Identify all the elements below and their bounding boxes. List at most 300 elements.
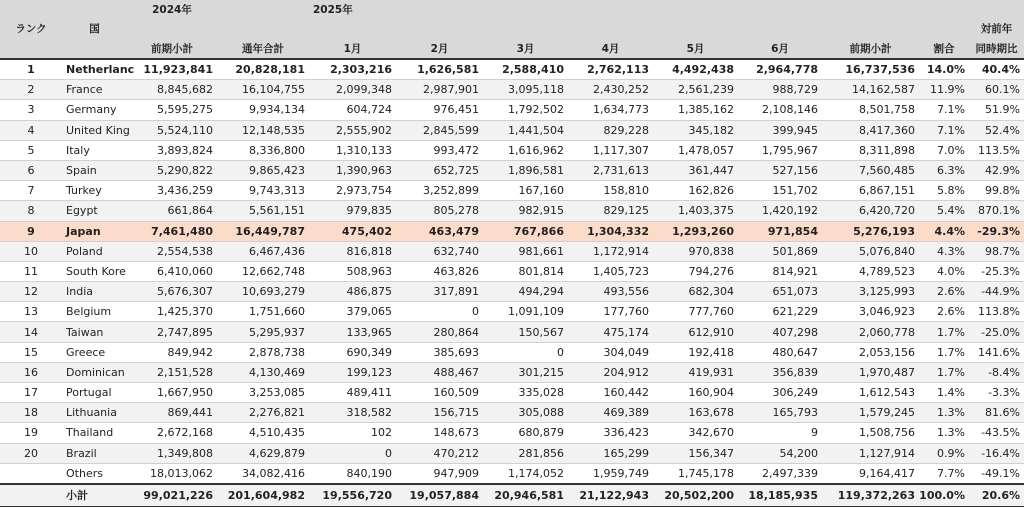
cell: 1,441,504 (483, 120, 568, 140)
cell: 10,693,279 (217, 282, 309, 302)
cell: 133,965 (309, 322, 396, 342)
country-cell: Turkey (62, 181, 127, 201)
table-row (0, 201, 1024, 221)
cell: 463,826 (396, 261, 483, 281)
rank-cell: 20 (0, 443, 62, 463)
country-cell: Egypt (62, 201, 127, 221)
cell: 16,104,755 (217, 80, 309, 100)
table-header (0, 0, 1024, 59)
year-2025-label: 2025年 (309, 0, 396, 18)
yoy-header-line2: 同時期比 (969, 38, 1024, 59)
cell: 3,893,824 (127, 140, 217, 160)
cell: 280,864 (396, 322, 483, 342)
cell: 6,467,436 (217, 241, 309, 261)
cell: 979,835 (309, 201, 396, 221)
cell: -8.4% (969, 362, 1024, 382)
cell: 151,702 (738, 181, 822, 201)
cell: 870.1% (969, 201, 1024, 221)
cell: 9,164,417 (822, 463, 919, 484)
cell: 1,745,178 (653, 463, 738, 484)
table-row (0, 221, 1024, 241)
cell: 2,672,168 (127, 423, 217, 443)
cell: 2,731,613 (568, 160, 653, 180)
col-header-2024-subtotal: 前期小計 (127, 38, 217, 59)
cell: 4,789,523 (822, 261, 919, 281)
cell: 1,792,502 (483, 100, 568, 120)
cell: 113.8% (969, 302, 1024, 322)
cell: 1,634,773 (568, 100, 653, 120)
yoy-header-line1: 対前年 (969, 18, 1024, 38)
cell: 1.7% (919, 342, 969, 362)
cell: 1,127,914 (822, 443, 919, 463)
table-row (0, 140, 1024, 160)
cell: 2,276,821 (217, 403, 309, 423)
table-row (0, 282, 1024, 302)
cell: 2,747,895 (127, 322, 217, 342)
cell: 113.5% (969, 140, 1024, 160)
cell: 1,310,133 (309, 140, 396, 160)
cell: 2,099,348 (309, 80, 396, 100)
cell: 141.6% (969, 342, 1024, 362)
cell: 971,854 (738, 221, 822, 241)
cell: 3,095,118 (483, 80, 568, 100)
rank-cell: 1 (0, 59, 62, 80)
cell: 849,942 (127, 342, 217, 362)
cell: 336,423 (568, 423, 653, 443)
year-2024-label: 2024年 (127, 0, 217, 18)
cell: 52.4% (969, 120, 1024, 140)
cell: 7.1% (919, 120, 969, 140)
cell: -25.0% (969, 322, 1024, 342)
cell: 2,053,156 (822, 342, 919, 362)
cell: 463,479 (396, 221, 483, 241)
country-cell: Portugal (62, 383, 127, 403)
cell: 777,760 (653, 302, 738, 322)
cell: 8,311,898 (822, 140, 919, 160)
cell: 7.1% (919, 100, 969, 120)
cell: 2,151,528 (127, 362, 217, 382)
cell: 869,441 (127, 403, 217, 423)
cell: 4.0% (919, 261, 969, 281)
cell: 2,973,754 (309, 181, 396, 201)
col-header-2025-subtotal: 前期小計 (822, 38, 919, 59)
cell: 652,725 (396, 160, 483, 180)
cell: 612,910 (653, 322, 738, 342)
table-row (0, 302, 1024, 322)
cell: 51.9% (969, 100, 1024, 120)
cell: 480,647 (738, 342, 822, 362)
cell: 1,896,581 (483, 160, 568, 180)
cell: 19,057,884 (396, 484, 483, 507)
cell: 2,987,901 (396, 80, 483, 100)
rank-cell: 19 (0, 423, 62, 443)
cell: 14.0% (919, 59, 969, 80)
cell: 201,604,982 (217, 484, 309, 507)
table-row (0, 362, 1024, 382)
cell: 840,190 (309, 463, 396, 484)
cell: 2,762,113 (568, 59, 653, 80)
rank-cell: 6 (0, 160, 62, 180)
cell: 3,125,993 (822, 282, 919, 302)
cell: 40.4% (969, 59, 1024, 80)
cell: 167,160 (483, 181, 568, 201)
country-cell: South Kore (62, 261, 127, 281)
cell: 335,028 (483, 383, 568, 403)
cell: 5,276,193 (822, 221, 919, 241)
rank-cell: 10 (0, 241, 62, 261)
cell: 6,867,151 (822, 181, 919, 201)
cell: 19,556,720 (309, 484, 396, 507)
country-cell: United King (62, 120, 127, 140)
cell: 1,390,963 (309, 160, 396, 180)
cell: 604,724 (309, 100, 396, 120)
table-row (0, 120, 1024, 140)
cell: 7.0% (919, 140, 969, 160)
cell: 1,579,245 (822, 403, 919, 423)
country-cell: Spain (62, 160, 127, 180)
cell: 2,588,410 (483, 59, 568, 80)
country-cell: Germany (62, 100, 127, 120)
cell: 8,417,360 (822, 120, 919, 140)
cell: 508,963 (309, 261, 396, 281)
cell: 2,060,778 (822, 322, 919, 342)
rank-header: ランク (0, 18, 62, 38)
cell: 794,276 (653, 261, 738, 281)
cell: 150,567 (483, 322, 568, 342)
cell: 160,904 (653, 383, 738, 403)
cell: 1,405,723 (568, 261, 653, 281)
cell: 6,410,060 (127, 261, 217, 281)
cell: 156,347 (653, 443, 738, 463)
cell: 814,921 (738, 261, 822, 281)
country-cell: Italy (62, 140, 127, 160)
cell: 6,420,720 (822, 201, 919, 221)
cell: -43.5% (969, 423, 1024, 443)
cell: 162,826 (653, 181, 738, 201)
cell: 407,298 (738, 322, 822, 342)
cell: 361,447 (653, 160, 738, 180)
cell: 1,959,749 (568, 463, 653, 484)
cell: 8,501,758 (822, 100, 919, 120)
cell: 99,021,226 (127, 484, 217, 507)
rank-cell: 11 (0, 261, 62, 281)
table-row (0, 100, 1024, 120)
cell: 318,582 (309, 403, 396, 423)
cell: 163,678 (653, 403, 738, 423)
cell: 1,349,808 (127, 443, 217, 463)
cell: 100.0% (919, 484, 969, 507)
cell: 651,073 (738, 282, 822, 302)
cell: -49.1% (969, 463, 1024, 484)
rank-cell: 17 (0, 383, 62, 403)
country-cell: Dominican (62, 362, 127, 382)
country-cell: Brazil (62, 443, 127, 463)
cell: 5.4% (919, 201, 969, 221)
cell: 993,472 (396, 140, 483, 160)
rank-cell: 18 (0, 403, 62, 423)
rank-cell: 9 (0, 221, 62, 241)
cell: 165,793 (738, 403, 822, 423)
cell: 399,945 (738, 120, 822, 140)
cell: 177,760 (568, 302, 653, 322)
table-row (0, 160, 1024, 180)
cell: 527,156 (738, 160, 822, 180)
cell: 3,253,085 (217, 383, 309, 403)
cell: 12,662,748 (217, 261, 309, 281)
cell: 682,304 (653, 282, 738, 302)
rank-cell (0, 463, 62, 484)
cell: 805,278 (396, 201, 483, 221)
cell: 98.7% (969, 241, 1024, 261)
cell: 0 (309, 443, 396, 463)
cell: 8,336,800 (217, 140, 309, 160)
cell: 947,909 (396, 463, 483, 484)
cell: 156,715 (396, 403, 483, 423)
rank-cell: 12 (0, 282, 62, 302)
cell: -44.9% (969, 282, 1024, 302)
rank-cell: 14 (0, 322, 62, 342)
country-header: 国 (62, 18, 127, 38)
cell: 160,509 (396, 383, 483, 403)
cell: 8,845,682 (127, 80, 217, 100)
country-cell: Thailand (62, 423, 127, 443)
cell: 621,229 (738, 302, 822, 322)
cell: 379,065 (309, 302, 396, 322)
table-row (0, 181, 1024, 201)
country-cell: Others (62, 463, 127, 484)
cell: 1,293,260 (653, 221, 738, 241)
cell: 1,970,487 (822, 362, 919, 382)
rank-cell: 7 (0, 181, 62, 201)
cell: 5.8% (919, 181, 969, 201)
cell: 2.6% (919, 302, 969, 322)
cell: 9 (738, 423, 822, 443)
cell: 160,442 (568, 383, 653, 403)
cell: 1,117,307 (568, 140, 653, 160)
cell: 1,508,756 (822, 423, 919, 443)
cell: 767,866 (483, 221, 568, 241)
cell: 1.4% (919, 383, 969, 403)
cell: 12,148,535 (217, 120, 309, 140)
cell: 3,252,899 (396, 181, 483, 201)
cell: 988,729 (738, 80, 822, 100)
country-cell: France (62, 80, 127, 100)
cell: 18,013,062 (127, 463, 217, 484)
cell: 2,561,239 (653, 80, 738, 100)
cell: -3.3% (969, 383, 1024, 403)
table-row (0, 463, 1024, 484)
rank-cell: 8 (0, 201, 62, 221)
cell: 4,492,438 (653, 59, 738, 80)
cell: 5,076,840 (822, 241, 919, 261)
rank-cell: 3 (0, 100, 62, 120)
country-cell: Japan (62, 221, 127, 241)
rank-cell: 13 (0, 302, 62, 322)
cell: 54,200 (738, 443, 822, 463)
cell: 317,891 (396, 282, 483, 302)
cell: 34,082,416 (217, 463, 309, 484)
cell: 1.3% (919, 423, 969, 443)
cell: 829,228 (568, 120, 653, 140)
cell: 204,912 (568, 362, 653, 382)
cell: 1,172,914 (568, 241, 653, 261)
cell: 42.9% (969, 160, 1024, 180)
cell: 16,449,787 (217, 221, 309, 241)
table-row (0, 342, 1024, 362)
cell: 305,088 (483, 403, 568, 423)
cell: 5,676,307 (127, 282, 217, 302)
table-row (0, 241, 1024, 261)
cell: 20,946,581 (483, 484, 568, 507)
cell: 3,436,259 (127, 181, 217, 201)
cell: 661,864 (127, 201, 217, 221)
cell: 199,123 (309, 362, 396, 382)
cell: 3,046,923 (822, 302, 919, 322)
cell: 281,856 (483, 443, 568, 463)
cell: 4.4% (919, 221, 969, 241)
rank-cell: 2 (0, 80, 62, 100)
cell: 9,934,134 (217, 100, 309, 120)
cell: 21,122,943 (568, 484, 653, 507)
country-cell: Taiwan (62, 322, 127, 342)
cell: 2,303,216 (309, 59, 396, 80)
cell: 9,743,313 (217, 181, 309, 201)
cell: 18,185,935 (738, 484, 822, 507)
cell: 486,875 (309, 282, 396, 302)
cell: 1,425,370 (127, 302, 217, 322)
cell: 982,915 (483, 201, 568, 221)
table-row (0, 443, 1024, 463)
total-label: 小計 (62, 484, 127, 507)
cell: 419,931 (653, 362, 738, 382)
cell: 489,411 (309, 383, 396, 403)
cell: 829,125 (568, 201, 653, 221)
cell: 7,560,485 (822, 160, 919, 180)
cell: 632,740 (396, 241, 483, 261)
rank-cell: 4 (0, 120, 62, 140)
cell: 970,838 (653, 241, 738, 261)
cell: 4,629,879 (217, 443, 309, 463)
cell: 5,295,937 (217, 322, 309, 342)
cell: 2,554,538 (127, 241, 217, 261)
cell: 501,869 (738, 241, 822, 261)
cell: 5,290,822 (127, 160, 217, 180)
cell: 20,502,200 (653, 484, 738, 507)
cell: 976,451 (396, 100, 483, 120)
cell: 469,389 (568, 403, 653, 423)
cell: 2,430,252 (568, 80, 653, 100)
cell: 301,215 (483, 362, 568, 382)
cell: 1,174,052 (483, 463, 568, 484)
cell: 4,130,469 (217, 362, 309, 382)
cell: 2,555,902 (309, 120, 396, 140)
cell: 801,814 (483, 261, 568, 281)
country-cell: Lithuania (62, 403, 127, 423)
cell: 356,839 (738, 362, 822, 382)
cell: 1.7% (919, 362, 969, 382)
cell: 0 (483, 342, 568, 362)
cell: -16.4% (969, 443, 1024, 463)
cell: 493,556 (568, 282, 653, 302)
cell: 1,751,660 (217, 302, 309, 322)
country-cell: Greece (62, 342, 127, 362)
table-row (0, 383, 1024, 403)
country-cell: India (62, 282, 127, 302)
cell: 1,616,962 (483, 140, 568, 160)
col-header-may: 5月 (653, 38, 738, 59)
cell: 192,418 (653, 342, 738, 362)
cell: 1,304,332 (568, 221, 653, 241)
cell: 470,212 (396, 443, 483, 463)
cell: 1,667,950 (127, 383, 217, 403)
rank-cell: 16 (0, 362, 62, 382)
col-header-2024-annual: 通年合計 (217, 38, 309, 59)
table-row (0, 80, 1024, 100)
cell: 680,879 (483, 423, 568, 443)
col-header-feb: 2月 (396, 38, 483, 59)
total-row (0, 484, 1024, 507)
cell: 4.3% (919, 241, 969, 261)
cell: 345,182 (653, 120, 738, 140)
country-cell: Poland (62, 241, 127, 261)
cell: 385,693 (396, 342, 483, 362)
cell: 7.7% (919, 463, 969, 484)
cell: 6.3% (919, 160, 969, 180)
cell: 60.1% (969, 80, 1024, 100)
cell: 1.7% (919, 322, 969, 342)
table-row (0, 261, 1024, 281)
cell: 4,510,435 (217, 423, 309, 443)
country-cell: Belgium (62, 302, 127, 322)
table-body (0, 59, 1024, 484)
cell: 1,091,109 (483, 302, 568, 322)
cell: 5,595,275 (127, 100, 217, 120)
col-header-jan: 1月 (309, 38, 396, 59)
cell: 2,845,599 (396, 120, 483, 140)
col-header-apr: 4月 (568, 38, 653, 59)
cell: -25.3% (969, 261, 1024, 281)
cell: 11,923,841 (127, 59, 217, 80)
cell: 475,174 (568, 322, 653, 342)
cell: 1,385,162 (653, 100, 738, 120)
cell: 2,108,146 (738, 100, 822, 120)
cell: 1,420,192 (738, 201, 822, 221)
cell: 9,865,423 (217, 160, 309, 180)
cell: 2,878,738 (217, 342, 309, 362)
cell: 1.3% (919, 403, 969, 423)
cell: 20.6% (969, 484, 1024, 507)
cell: 20,828,181 (217, 59, 309, 80)
cell: 11.9% (919, 80, 969, 100)
col-header-jun: 6月 (738, 38, 822, 59)
cell: 475,402 (309, 221, 396, 241)
cell: 2.6% (919, 282, 969, 302)
cell: 1,403,375 (653, 201, 738, 221)
cell: 304,049 (568, 342, 653, 362)
cell: 2,497,339 (738, 463, 822, 484)
cell: 494,294 (483, 282, 568, 302)
cell: 0.9% (919, 443, 969, 463)
cell: 306,249 (738, 383, 822, 403)
cell: 1,478,057 (653, 140, 738, 160)
country-cell: Netherlanc (62, 59, 127, 80)
cell: 1,795,967 (738, 140, 822, 160)
cell: 690,349 (309, 342, 396, 362)
cell: 119,372,263 (822, 484, 919, 507)
cell: 7,461,480 (127, 221, 217, 241)
cell: 981,661 (483, 241, 568, 261)
cell: -29.3% (969, 221, 1024, 241)
